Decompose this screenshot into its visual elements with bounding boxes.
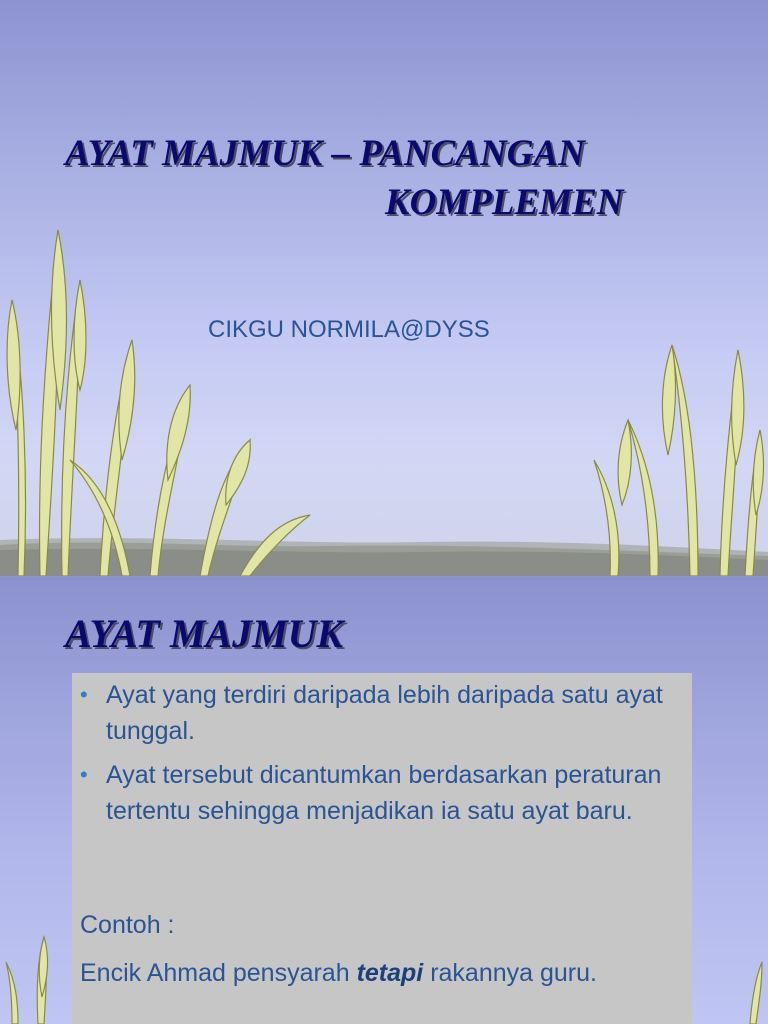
slide-title: AYAT MAJMUK	[65, 611, 344, 656]
slide-title-line-1: AYAT MAJMUK – PANCANGAN	[65, 133, 585, 174]
example-conjunction: tetapi	[356, 959, 424, 987]
bullet-dot-icon: •	[80, 682, 88, 707]
example-label: Contoh :	[80, 911, 175, 939]
bullet-text: Ayat yang terdiri daripada lebih daripada satu ayat tunggal.	[106, 681, 663, 745]
example-sentence-end: rakannya guru.	[423, 959, 597, 987]
slide-title-line-2: KOMPLEMEN	[385, 182, 624, 223]
bullet-item	[80, 757, 680, 829]
author-subtitle: CIKGU NORMILA@DYSS	[208, 316, 490, 343]
bullet-text: Ayat tersebut dicantumkan berdasarkan peraturan tertentu sehingga menjadikan ia satu ayat baru.	[106, 761, 662, 825]
content-box	[72, 673, 692, 1024]
content-slide	[0, 577, 768, 1024]
example-sentence	[80, 953, 680, 993]
example-sentence-start: Encik Ahmad pensyarah	[80, 959, 357, 987]
bullet-dot-icon: •	[80, 762, 88, 787]
bullet-item	[80, 677, 680, 749]
